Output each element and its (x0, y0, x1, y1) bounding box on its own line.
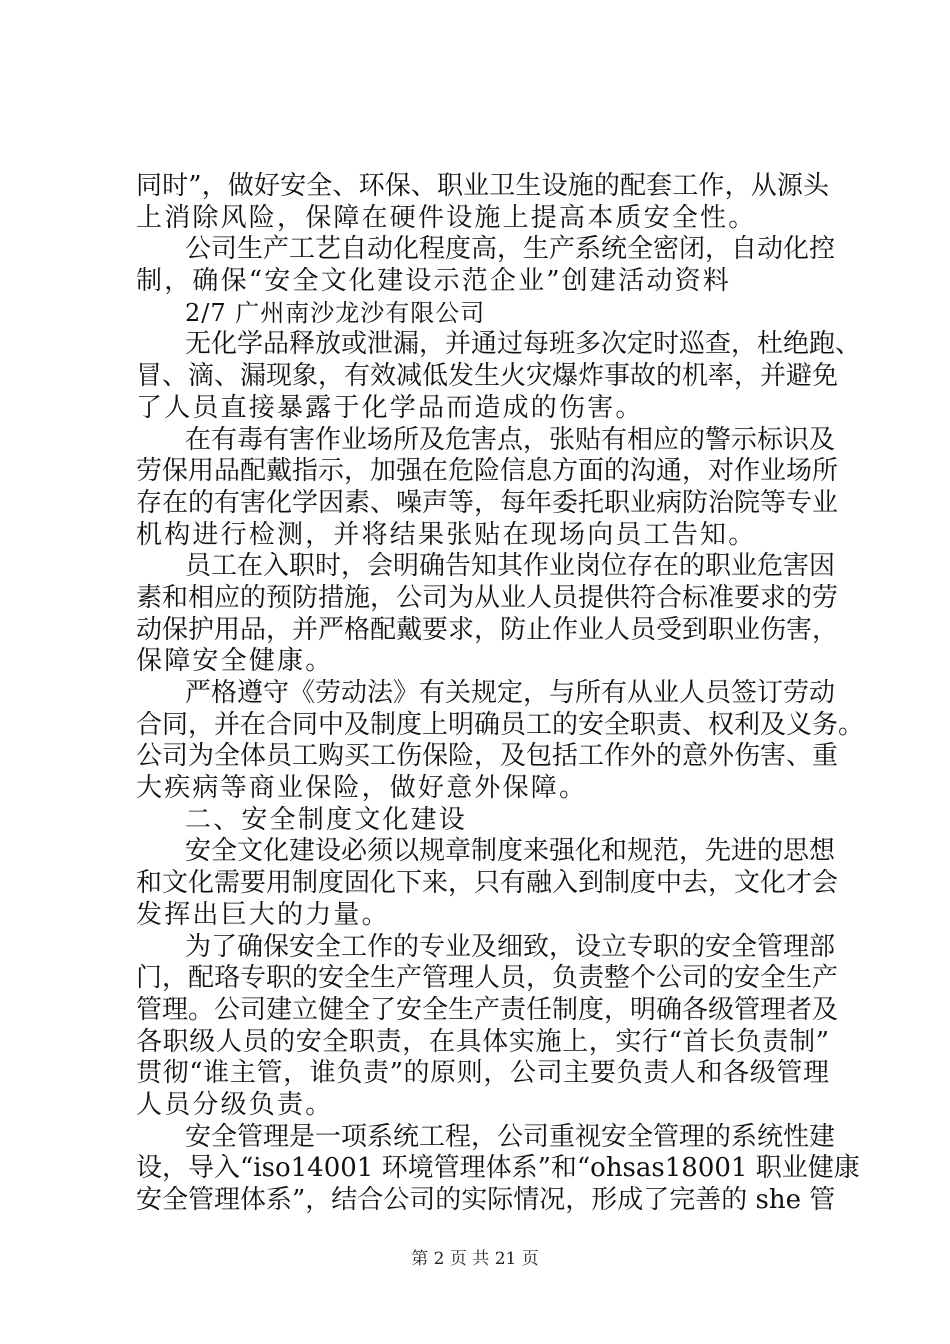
text-line: 和文化需要用制度固化下来，只有融入到制度中去，文化才会 (136, 868, 839, 899)
text-line: 存在的有害化学因素、噪声等，每年委托职业病防治院等专业 (136, 487, 839, 518)
text-line: 保障安全健康。 (136, 646, 334, 677)
text-line: 贯彻“谁主管，谁负责”的原则，公司主要负责人和各级管理 (136, 1058, 829, 1089)
text-line: 劳保用品配戴指示，加强在危险信息方面的沟通，对作业场所 (136, 456, 839, 487)
text-line: 员工在入职时，会明确告知其作业岗位存在的职业危害因 (185, 551, 836, 582)
text-line: 安全管理是一项系统工程，公司重视安全管理的系统性建 (185, 1121, 836, 1152)
text-line: 制，确保“安全文化建设示范企业”创建活动资料 (136, 266, 731, 297)
text-line: 机构进行检测，并将结果张贴在现场向员工告知。 (136, 519, 757, 550)
text-line: 了人员直接暴露于化学品而造成的伤害。 (136, 392, 644, 423)
page-number-footer: 第 2 页 共 21 页 (411, 1249, 539, 1269)
text-line: 为了确保安全工作的专业及细致，设立专职的安全管理部 (185, 931, 836, 962)
text-line: 人员分级负责。 (136, 1089, 334, 1120)
text-line: 2/7 广州南沙龙沙有限公司 (185, 298, 486, 327)
text-line: 公司生产工艺自动化程度高，生产系统全密闭，自动化控 (185, 234, 836, 265)
text-line: 各职级人员的安全职责，在具体实施上，实行“首长负责制” (136, 1026, 829, 1057)
text-line: 设，导入“iso14001 环境管理体系”和“ohsas18001 职业健康 (136, 1153, 860, 1184)
text-line: 冒、滴、漏现象，有效减低发生火灾爆炸事故的机率，并避免 (136, 361, 839, 392)
text-line: 素和相应的预防措施，公司为从业人员提供符合标准要求的劳 (136, 582, 839, 613)
text-line: 无化学品释放或泄漏，并通过每班多次定时巡查，杜绝跑、 (185, 329, 862, 360)
text-line: 安全文化建设必须以规章制度来强化和规范，先进的思想 (185, 836, 836, 867)
text-line: 公司为全体员工购买工伤保险，及包括工作外的意外伤害、重 (136, 741, 839, 772)
text-line: 在有毒有害作业场所及危害点，张贴有相应的警示标识及 (185, 424, 836, 455)
section-heading: 二、安全制度文化建设 (185, 804, 468, 835)
text-line: 上消除风险，保障在硬件设施上提高本质安全性。 (136, 202, 757, 233)
text-line: 发挥出巨大的力量。 (136, 899, 390, 930)
text-line: 门，配珞专职的安全生产管理人员，负责整个公司的安全生产 (136, 963, 839, 994)
text-line: 安全管理体系”，结合公司的实际情况，形成了完善的 she 管 (136, 1185, 836, 1215)
text-line: 合同，并在合同中及制度上明确员工的安全职责、权利及义务。 (136, 709, 865, 740)
document-body (136, 171, 865, 1217)
text-line: 严格遵守《劳动法》有关规定，与所有从业人员签订劳动 (185, 678, 836, 708)
text-line: 动保护用品，并严格配戴要求，防止作业人员受到职业伤害， (136, 614, 839, 645)
text-line: 同时”，做好安全、环保、职业卫生设施的配套工作，从源头 (136, 171, 829, 201)
text-line: 管理。公司建立健全了安全生产责任制度，明确各级管理者及 (136, 994, 839, 1025)
text-line: 大疾病等商业保险，做好意外保障。 (136, 773, 588, 804)
